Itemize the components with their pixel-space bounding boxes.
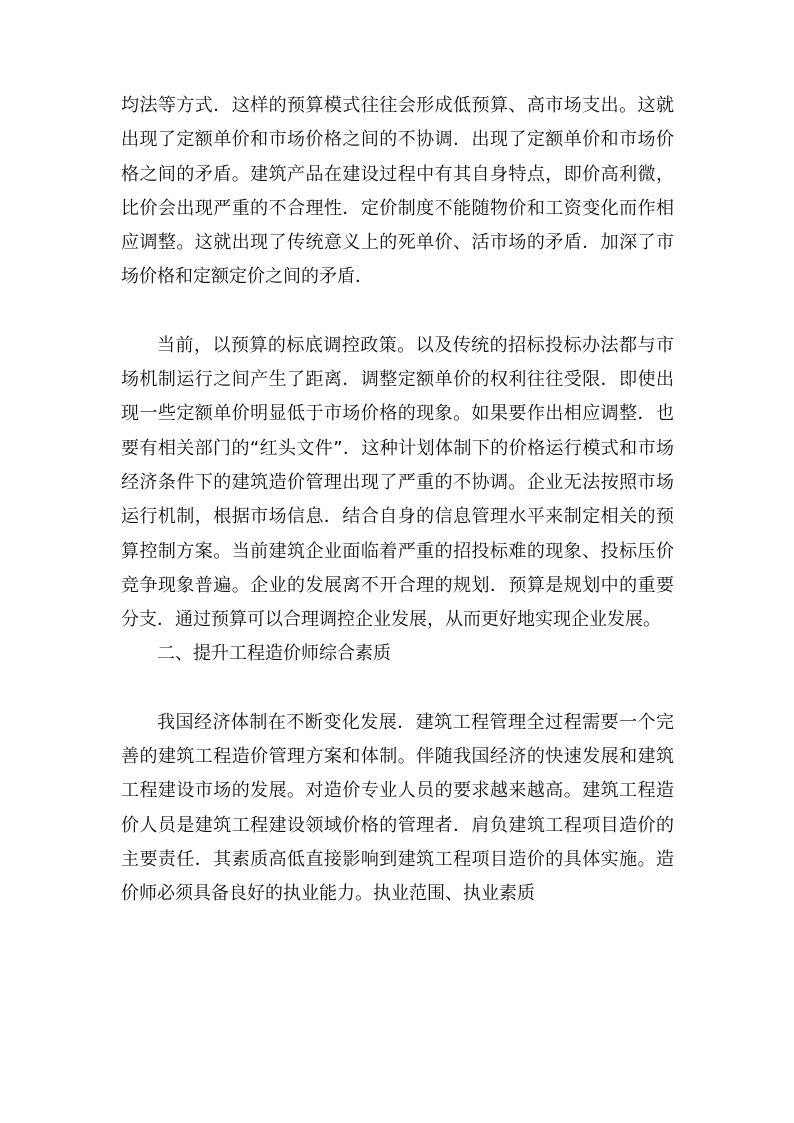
paragraph-budget-policy: 当前，以预算的标底调控政策。以及传统的招标投标办法都与市场机制运行之间产生了距离．调整定额单价的权利往往受限．即使出现一些定额单价明显低于市场价格的现象。如果要作出相应调整．也要有相关部门的“红头文件”．这种计划体制下的价格运行模式和市场经济条件下的建筑造价管理出现了严重的不协调。企业无法按照市场运行机制，根据市场信息．结合自身的信息管理水平来制定相关的预算控制方案。当前建筑企业面临着严重的招投标难的现象、投标压价竞争现象普遍。企业的发展离不开合理的规划．预算是规划中的重要分支．通过预算可以合理调控企业发展，从而更好地实现企业发展。 [121,334,674,631]
document-body [121,89,674,912]
paragraph-cost-engineer: 我国经济体制在不断变化发展．建筑工程管理全过程需要一个完善的建筑工程造价管理方案和体制。伴随我国经济的快速发展和建筑工程建设市场的发展。对造价专业人员的要求越来越高。建筑工程造价人员是建筑工程建设领域价格的管理者．肩负建筑工程项目造价的主要责任．其素质高低直接影响到建筑工程项目造价的具体实施。造价师必须具备良好的执业能力。执业范围、执业素质 [121,711,674,905]
paragraph-continued: 均法等方式．这样的预算模式往往会形成低预算、高市场支出。这就出现了定额单价和市场价格之间的不协调．出现了定额单价和市场价格之间的矛盾。建筑产品在建设过程中有其自身特点，即价高利微，比价会出现严重的不合理性．定价制度不能随物价和工资变化而作相应调整。这就出现了传统意义上的死单价、活市场的矛盾．加深了市场价格和定额定价之间的矛盾． [121,95,674,288]
section-heading: 二、提升工程造价师综合素质 [157,643,391,665]
